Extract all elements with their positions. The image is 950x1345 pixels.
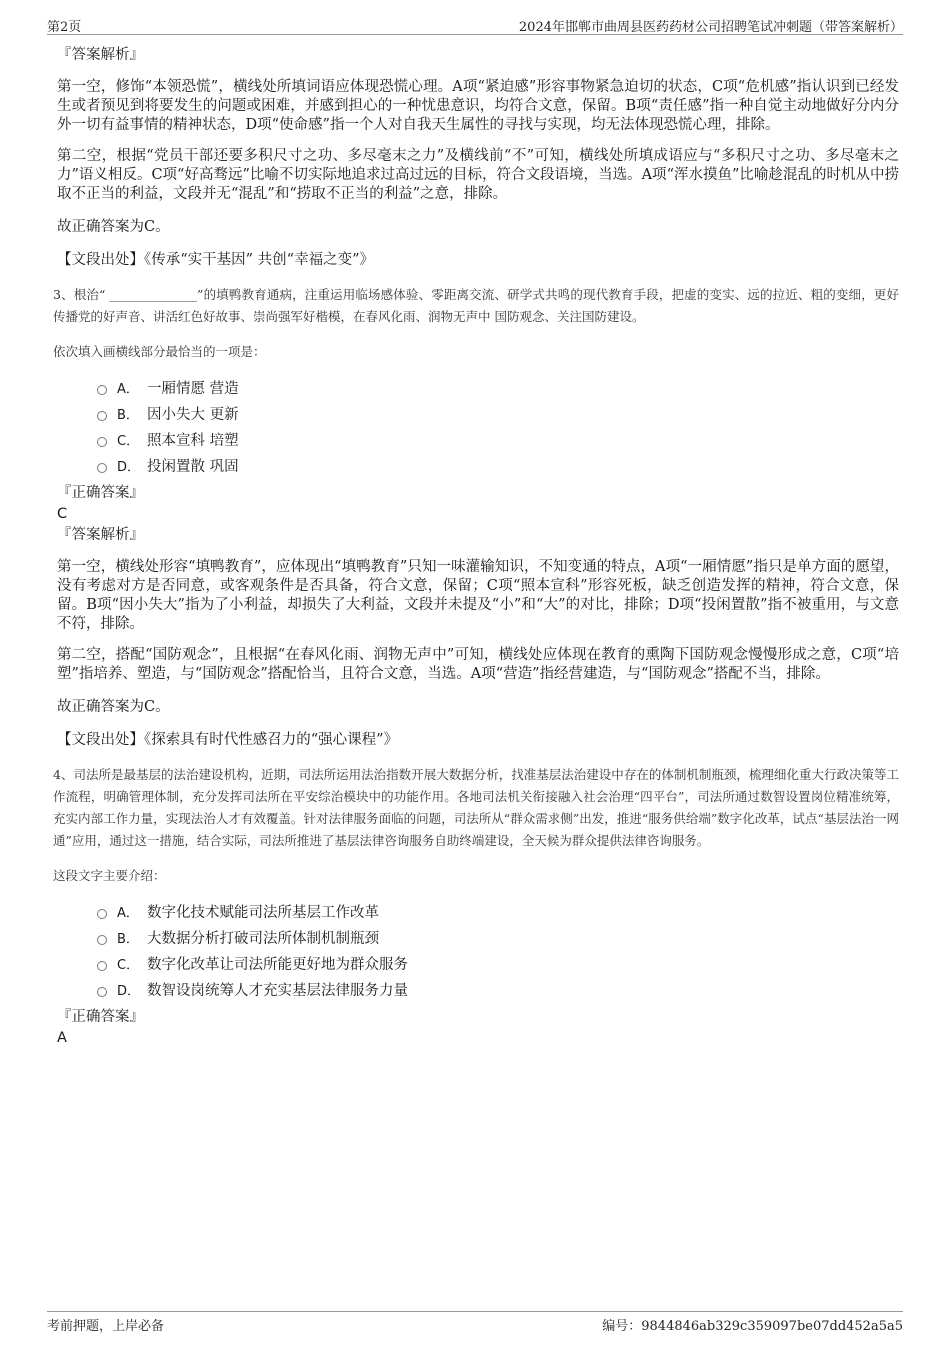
radio-button[interactable] xyxy=(97,935,107,945)
option-d[interactable]: D． 投闲置散 巩固 xyxy=(97,452,899,478)
source-citation: 【文段出处】《探索具有时代性感召力的“强心课程”》 xyxy=(57,732,399,748)
question-3-options xyxy=(57,374,899,478)
correct-answer-value: C xyxy=(57,506,68,522)
option-c[interactable]: C． 数字化改革让司法所能更好地为群众服务 xyxy=(97,950,899,976)
source-citation: 【文段出处】《传承“实干基因” 共创“幸福之变”》 xyxy=(57,252,375,268)
question-4-prompt: 这段文字主要介绍： xyxy=(53,868,166,883)
question-3-text: 3、根治“ ______________”的填鸭教育通病，注重运用临场感体验、零距离交流、研学式共鸣的现代教育手段，把虚的变实、远的拉近、粗的变细，更好传播党的好声音、讲活红色好故事、崇尚强军好楷模，在春风化雨、润物无声中 国防观念、关注国防建设。 xyxy=(53,287,899,324)
document-title: 2024年邯郸市曲周县医药药材公司招聘笔试冲刺题（带答案解析） xyxy=(518,20,903,35)
analysis-paragraph: 第一空，横线处形容“填鸭教育”，应体现出“填鸭教育”只知一味灌输知识，不知变通的特点，A项“一厢情愿”指只是单方面的愿望，没有考虑对方是否同意，或客观条件是否具备，符合文意，保留；C项“照本宣科”形容死板，缺乏创造发挥的精神，符合文意，保留。B项“因小失大”指为了小利益，却损失了大利益，文段并未提及“小”和“大”的对比，排除；D项“投闲置散”指不被重用，与文意不符，排除。 xyxy=(57,559,899,632)
radio-button[interactable] xyxy=(97,961,107,971)
correct-answer-label: 『正确答案』 xyxy=(57,1009,144,1025)
radio-button[interactable] xyxy=(97,909,107,919)
question-4-text: 4、司法所是最基层的法治建设机构，近期，司法所运用法治指数开展大数据分析，找准基层法治建设中存在的体制机制瓶颈，梳理细化重大行政决策等工作流程，明确管理体制，充分发挥司法所在平安综治模块中的功能作用。各地司法机关衔接融入社会治理“四平台”，司法所通过数智设置岗位精准统筹，充实内部工作力量，实现法治人才有效覆盖。针对法律服务面临的问题，司法所从“群众需求侧”出发，推进“服务供给端”数字化改革，试点“基层法治一网通”应用，通过这一措施，结合实际，司法所推进了基层法律咨询服务自助终端建设，全天候为群众提供法律咨询服务。 xyxy=(53,767,899,848)
analysis-paragraph: 第一空，修饰“本领恐慌”，横线处所填词语应体现恐慌心理。A项“紧迫感”形容事物紧急迫切的状态，C项“危机感”指认识到已经发生或者预见到将要发生的问题或困难，并感到担心的一种忧患意识，均符合文意，保留。B项“责任感”指一种自觉主动地做好分内分外一切有益事情的精神状态，D项“使命感”指一个人对自我天生属性的寻找与实现，均无法体现恐慌心理，排除。 xyxy=(57,79,899,133)
correct-answer-value: A xyxy=(57,1030,67,1046)
analysis-paragraph: 第二空，根据“党员干部还要多积尺寸之功、多尽毫末之力”及横线前“不”可知，横线处所填成语应与“多积尺寸之功、多尽毫末之力”语义相反。C项“好高骛远”比喻不切实际地追求过高过远的目标，符合文段语境，当选。A项“浑水摸鱼”比喻趁混乱的时机从中捞取不正当的利益，文段并无“混乱”和“捞取不正当的利益”之意，排除。 xyxy=(57,148,899,202)
analysis-paragraph: 第二空，搭配“国防观念”，且根据“在春风化雨、润物无声中”可知，横线处应体现在教育的熏陶下国防观念慢慢形成之意，C项“培塑”指培养、塑造，与“国防观念”搭配恰当，且符合文意，当选。A项“营造”指经营建造，与“国防观念”搭配不当，排除。 xyxy=(57,647,899,682)
question-4-options xyxy=(57,898,899,1002)
analysis-label: 『答案解析』 xyxy=(57,527,144,543)
radio-button[interactable] xyxy=(97,437,107,447)
answer-conclusion: 故正确答案为C。 xyxy=(57,699,170,715)
option-d[interactable]: D． 数智设岗统筹人才充实基层法律服务力量 xyxy=(97,976,899,1002)
page-header xyxy=(47,14,903,35)
analysis-label: 『答案解析』 xyxy=(57,47,144,63)
question-3-prompt: 依次填入画横线部分最恰当的一项是： xyxy=(53,344,266,359)
option-a[interactable]: A． 一厢情愿 营造 xyxy=(97,374,899,400)
answer-conclusion: 故正确答案为C。 xyxy=(57,219,170,235)
document-id: 编号：9844846ab329c359097be07dd452a5a5 xyxy=(602,1319,903,1334)
radio-button[interactable] xyxy=(97,463,107,473)
page-content xyxy=(53,44,899,1048)
option-a[interactable]: A． 数字化技术赋能司法所基层工作改革 xyxy=(97,898,899,924)
option-b[interactable]: B． 大数据分析打破司法所体制机制瓶颈 xyxy=(97,924,899,950)
page-number: 第2页 xyxy=(47,20,82,35)
page-footer xyxy=(47,1311,903,1334)
footer-slogan: 考前押题，上岸必备 xyxy=(47,1319,165,1334)
option-c[interactable]: C． 照本宣科 培塑 xyxy=(97,426,899,452)
radio-button[interactable] xyxy=(97,987,107,997)
option-b[interactable]: B． 因小失大 更新 xyxy=(97,400,899,426)
correct-answer-label: 『正确答案』 xyxy=(57,485,144,501)
radio-button[interactable] xyxy=(97,385,107,395)
radio-button[interactable] xyxy=(97,411,107,421)
